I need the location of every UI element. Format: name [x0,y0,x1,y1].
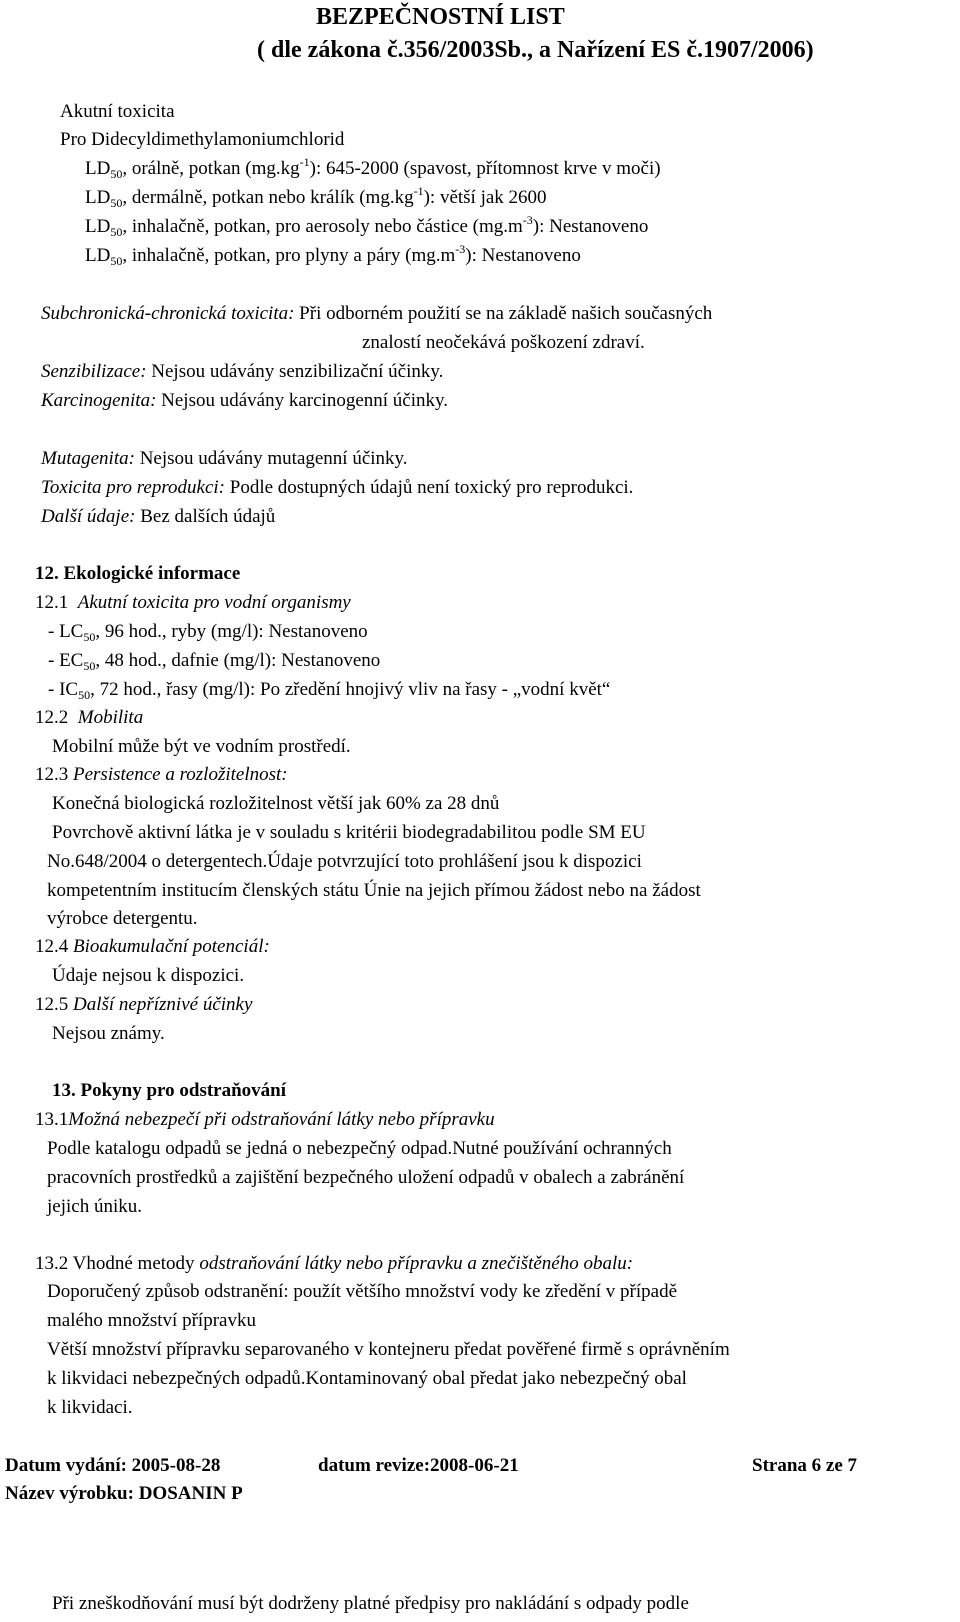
ld-label: LD [85,187,111,208]
sensitization-label: Senzibilizace: [41,361,147,382]
persistence-text-4: kompetentním institucím členských státu Únie na jejich přímou žádost nebo na žádost [47,880,701,901]
carcinogenicity-line [41,389,448,413]
section-title: Mobilita [77,707,144,728]
acute-substance: Pro Didecyldimethylamoniumchlorid [60,129,345,150]
section-13-2 [35,1252,633,1276]
ld-dermal-text: , dermálně, potkan nebo králík (mg.kg [122,187,414,208]
section-12-heading: 12. Ekologické informace [35,563,241,584]
section-title: Bioakumulační potenciál: [73,936,270,957]
mutagenicity-line [41,447,408,471]
disposal-text-1: Podle katalogu odpadů se jedná o nebezpečný odpad.Nutné používání ochranných [47,1138,672,1159]
section-12-5 [35,993,252,1017]
section-number: 13.1 [35,1109,69,1130]
section-title: odstraňování látky nebo přípravku a znečištěného obalu: [199,1253,634,1274]
section-12-4 [35,935,270,959]
section-title: Možná nebezpečí při odstraňování látky nebo přípravku [68,1109,495,1130]
reproduction-line [41,476,633,500]
method-text-5: k likvidaci. [47,1397,133,1418]
method-text-4: k likvidaci nebezpečných odpadů.Kontaminovaný obal předat jako nebezpečný obal [47,1368,687,1389]
sensitization-line [41,360,443,384]
section-12-3 [35,763,288,787]
sensitization-text: Nejsou udávány senzibilizační účinky. [146,361,444,382]
ic50-line [48,678,610,702]
section-number: 12.2 [35,707,69,728]
section-title: Persistence a rozložitelnost: [73,764,288,785]
section-title: Akutní toxicita pro vodní organismy [77,592,351,613]
ld-aerosol-value: ): Nestanoveno [532,216,649,237]
sub-50: 50 [110,167,123,181]
section-title: Další nepříznivé účinky [73,994,253,1015]
ld-label: LD [85,216,111,237]
section-12-2 [35,706,143,730]
ld50-oral-line [85,157,661,181]
sub-50: 50 [110,254,123,268]
adverse-effects-text: Nejsou známy. [52,1023,165,1044]
page-number: Strana 6 ze 7 [752,1455,858,1476]
ec-label: - EC [48,650,84,671]
carcinogenicity-label: Karcinogenita: [41,390,157,411]
mobility-text: Mobilní může být ve vodním prostředí. [52,736,351,757]
persistence-text-3: No.648/2004 o detergentech.Údaje potvrzující toto prohlášení jsou k dispozici [47,851,642,872]
sup-exp: -3 [455,242,466,256]
mutagenicity-text: Nejsou udávány mutagenní účinky. [134,448,408,469]
subchronic-line [41,302,712,326]
section-number: 12.1 [35,592,69,613]
ic-text: , 72 hod., řasy (mg/l): Po zředění hnojivý vliv na řasy - „vodní květ“ [90,679,611,700]
other-data-text: Bez dalších údajů [135,506,276,527]
disposal-text-2: pracovních prostředků a zajištění bezpečného uložení odpadů v obalech a zabránění [47,1167,685,1188]
ld-aerosol-text: , inhalačně, potkan, pro aerosoly nebo částice (mg.m [122,216,523,237]
ld-oral-value: ): 645-2000 (spavost, přítomnost krve v moči) [309,158,661,179]
ld-gas-value: ): Nestanoveno [465,245,581,266]
ld-dermal-value: ): větší jak 2600 [423,187,547,208]
subchronic-label: Subchronická-chronická toxicita: [41,303,295,324]
other-data-line [41,505,275,529]
sub-50: 50 [110,225,123,239]
issue-date: Datum vydání: 2005-08-28 [5,1455,221,1476]
footer-note: Při zneškodňování musí být dodrženy platné předpisy pro nakládání s odpady podle [52,1593,689,1614]
sub-50: 50 [83,659,96,673]
section-13-1 [35,1108,495,1132]
acute-heading: Akutní toxicita [60,101,175,122]
lc-text: , 96 hod., ryby (mg/l): Nestanoveno [95,621,368,642]
other-data-label: Další údaje: [41,506,136,527]
section-13-heading: 13. Pokyny pro odstraňování [52,1080,287,1101]
reproduction-text: Podle dostupných údajů není toxický pro reprodukci. [225,477,634,498]
method-text-2: malého množství přípravku [47,1310,256,1331]
persistence-text-2: Povrchově aktivní látka je v souladu s kritérii biodegradabilitou podle SM EU [52,822,646,843]
sub-50: 50 [83,630,96,644]
section-number: 13.2 Vhodné metody [35,1253,195,1274]
carcinogenicity-text: Nejsou udávány karcinogenní účinky. [156,390,449,411]
document-title: BEZPEČNOSTNÍ LIST [316,4,565,30]
sup-exp: -3 [522,213,533,227]
section-number: 12.3 [35,764,69,785]
ec50-line [48,649,380,673]
ec-text: , 48 hod., dafnie (mg/l): Nestanoveno [95,650,381,671]
sub-50: 50 [110,196,123,210]
subchronic-text: Při odborném použití se na základě našich současných [294,303,713,324]
ld-label: LD [85,158,111,179]
persistence-text-5: výrobce detergentu. [47,908,198,929]
ld50-dermal-line [85,186,547,210]
lc50-line [48,620,368,644]
section-number: 12.4 [35,936,69,957]
ld-oral-text: , orálně, potkan (mg.kg [122,158,300,179]
lc-label: - LC [48,621,84,642]
section-number: 12.5 [35,994,69,1015]
sup-exp: -1 [299,155,310,169]
reproduction-label: Toxicita pro reprodukci: [41,477,225,498]
section-12-1 [35,591,351,615]
ld50-gas-line [85,244,581,268]
disposal-text-3: jejich úniku. [47,1196,142,1217]
bioaccumulation-text: Údaje nejsou k dispozici. [52,965,245,986]
ld-gas-text: , inhalačně, potkan, pro plyny a páry (mg.m [122,245,456,266]
ic-label: - IC [48,679,79,700]
product-name: Název výrobku: DOSANIN P [5,1483,243,1504]
sup-exp: -1 [413,184,424,198]
subchronic-text-cont: znalostí neočekává poškození zdraví. [362,332,645,353]
ld-label: LD [85,245,111,266]
mutagenicity-label: Mutagenita: [41,448,135,469]
sub-50: 50 [78,688,91,702]
method-text-1: Doporučený způsob odstranění: použít většího množství vody ke zředění v případě [47,1281,678,1302]
document-subtitle: ( dle zákona č.356/2003Sb., a Nařízení ES č.1907/2006) [257,37,814,63]
ld50-aerosol-line [85,215,648,239]
persistence-text-1: Konečná biologická rozložitelnost větší jak 60% za 28 dnů [52,793,500,814]
revision-date: datum revize:2008-06-21 [318,1455,519,1476]
method-text-3: Větší množství přípravku separovaného v kontejneru předat pověřené firmě s oprávněním [47,1339,730,1360]
